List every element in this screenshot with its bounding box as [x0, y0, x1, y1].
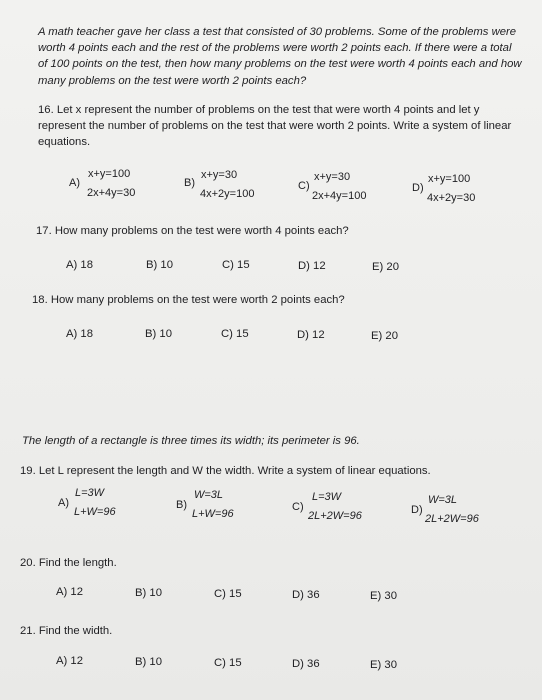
equation-2: 2L+2W=96 [308, 510, 362, 522]
q21-option-b[interactable]: B) 10 [135, 656, 163, 668]
q20-option-c[interactable]: C) 15 [214, 588, 242, 600]
q18-option-e[interactable]: E) 20 [371, 330, 399, 342]
choice-letter: B) [176, 499, 187, 511]
equation-1: x+y=100 [88, 168, 131, 180]
equation-system [200, 166, 254, 204]
equation-system [192, 486, 234, 524]
equation-system [425, 491, 479, 529]
q21-option-a[interactable]: A) 12 [56, 655, 84, 667]
rectangle-intro: The length of a rectangle is three times its width; its perimeter is 96. [22, 435, 360, 447]
q18-option-c[interactable]: C) 15 [221, 328, 249, 340]
q17-option-e[interactable]: E) 20 [372, 261, 400, 273]
q21-option-c[interactable]: C) 15 [214, 657, 242, 669]
choice-letter: A) [58, 497, 69, 509]
q17-option-d[interactable]: D) 12 [298, 260, 326, 272]
question-21: 21. Find the width. [20, 625, 113, 637]
q21-option-d[interactable]: D) 36 [292, 658, 320, 670]
equation-system [308, 488, 362, 526]
equation-1: W=3L [428, 494, 458, 506]
equation-2: L+W=96 [74, 506, 116, 518]
q18-option-b[interactable]: B) 10 [145, 328, 173, 340]
choice-letter: C) [292, 501, 304, 513]
q17-option-b[interactable]: B) 10 [146, 259, 174, 271]
equation-system [87, 165, 135, 203]
equation-1: L=3W [75, 487, 105, 499]
choice-letter: A) [69, 177, 80, 189]
equation-2: 2L+2W=96 [425, 513, 479, 525]
equation-2: L+W=96 [192, 508, 234, 520]
q20-option-b[interactable]: B) 10 [135, 587, 163, 599]
equation-2: 4x+2y=30 [427, 192, 476, 204]
equation-system [74, 484, 116, 522]
question-17: 17. How many problems on the test were worth 4 points each? [36, 225, 349, 237]
q17-option-a[interactable]: A) 18 [66, 259, 94, 271]
choice-letter: B) [184, 177, 195, 189]
equation-2: 2x+4y=100 [312, 190, 367, 202]
equation-1: x+y=100 [428, 173, 471, 185]
q18-option-d[interactable]: D) 12 [297, 329, 325, 341]
choice-letter: C) [298, 180, 310, 192]
question-18: 18. How many problems on the test were worth 2 points each? [32, 294, 345, 306]
question-16: 16. Let x represent the number of problems on the test that were worth 4 points and let y represent the number of problems on the test that were worth 2 points. Write a system of linear equations. [38, 104, 512, 149]
q20-option-e[interactable]: E) 30 [370, 590, 398, 602]
question-19: 19. Let L represent the length and W the width. Write a system of linear equations. [20, 465, 431, 477]
equation-1: x+y=30 [201, 169, 238, 181]
choice-letter: D) [412, 182, 424, 194]
q20-option-a[interactable]: A) 12 [56, 586, 84, 598]
question-20: 20. Find the length. [20, 557, 117, 569]
equation-2: 2x+4y=30 [87, 187, 136, 199]
choice-letter: D) [411, 504, 423, 516]
q20-option-d[interactable]: D) 36 [292, 589, 320, 601]
equation-1: W=3L [194, 489, 224, 501]
equation-1: x+y=30 [314, 171, 351, 183]
intro-paragraph: A math teacher gave her class a test that consisted of 30 problems. Some of the problems were worth 4 points each and the rest of the problems were worth 2 points each. If there were a total of 100 points on the test, then how many problems on the test were worth 4 points each and how many problems on the test were worth 2 points each? [38, 26, 522, 87]
q17-option-c[interactable]: C) 15 [222, 259, 250, 271]
q21-option-e[interactable]: E) 30 [370, 659, 398, 671]
equation-system [427, 170, 475, 208]
equation-system [312, 168, 366, 206]
equation-1: L=3W [312, 491, 342, 503]
equation-2: 4x+2y=100 [200, 188, 255, 200]
q18-option-a[interactable]: A) 18 [66, 328, 94, 340]
